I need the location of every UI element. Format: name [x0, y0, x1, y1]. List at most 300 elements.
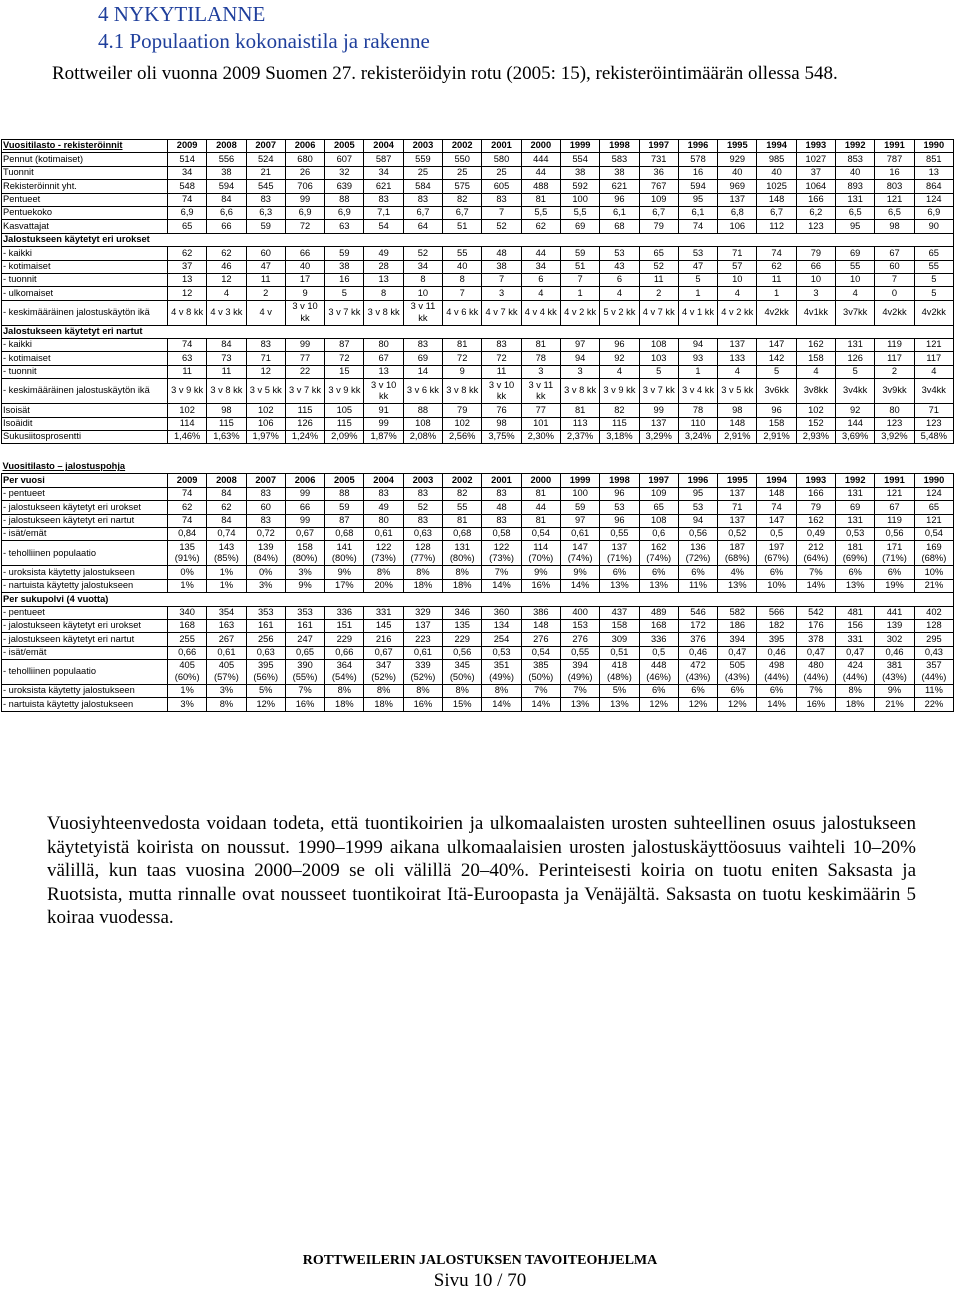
table-cell: 14%	[482, 698, 521, 711]
table-row	[2, 166, 954, 179]
year-header: 2001	[482, 140, 521, 153]
table-row	[2, 153, 954, 166]
table-cell: 6%	[718, 685, 757, 698]
row-label: - keskimääräinen jalostuskäytön ikä	[2, 300, 168, 325]
table-cell: 0,49	[796, 527, 835, 540]
footer-title: ROTTWEILERIN JALOSTUKSEN TAVOITEOHJELMA	[302, 1253, 658, 1268]
table-cell: 331	[364, 606, 403, 619]
table-row	[2, 431, 954, 444]
table-cell: 3 v 4 kk	[678, 379, 717, 404]
table-cell: 87	[325, 339, 364, 352]
table-cell: 0,46	[678, 646, 717, 659]
table-cell: 498 (44%)	[757, 660, 796, 685]
table-cell: 92	[600, 352, 639, 365]
table-cell: 8%	[443, 566, 482, 579]
table-cell: 3,29%	[639, 431, 678, 444]
table-cell: 331	[836, 633, 875, 646]
table-cell: 5%	[600, 685, 639, 698]
table-cell: 405 (57%)	[207, 660, 246, 685]
table-cell: 405 (60%)	[168, 660, 207, 685]
table-cell: 38	[560, 166, 599, 179]
table-cell: 223	[403, 633, 442, 646]
table-cell: 0,54	[914, 527, 954, 540]
table-cell: 69	[836, 501, 875, 514]
table-cell: 145	[364, 619, 403, 632]
table-cell: 929	[718, 153, 757, 166]
table-cell: 51	[443, 220, 482, 233]
subsection-heading: 4.1 Populaation kokonaistila ja rakenne	[98, 29, 430, 53]
table-cell: 345 (50%)	[443, 660, 482, 685]
table-cell: 77	[521, 404, 560, 417]
table-cell: 131	[836, 514, 875, 527]
table-cell: 3 v 7 kk	[639, 379, 678, 404]
table-cell: 5	[325, 287, 364, 300]
table-cell: 381 (43%)	[875, 660, 914, 685]
table-row	[2, 646, 954, 659]
table-row	[2, 633, 954, 646]
table-cell: 472 (43%)	[678, 660, 717, 685]
year-header: 2002	[443, 474, 482, 487]
table-cell: 102	[246, 404, 285, 417]
table-cell: 90	[914, 220, 953, 233]
year-header: 1995	[718, 140, 757, 153]
table-cell: 731	[639, 153, 678, 166]
table-cell: 4	[207, 287, 246, 300]
year-header: 1992	[836, 140, 875, 153]
table-cell: 5	[757, 365, 796, 378]
table-cell: 559	[403, 153, 442, 166]
table-cell: 505 (43%)	[718, 660, 757, 685]
table-cell: 418 (48%)	[600, 660, 639, 685]
row-label: - pentueet	[2, 606, 168, 619]
table-cell: 59	[325, 247, 364, 260]
table-cell: 0,52	[718, 527, 757, 540]
table-cell: 0,61	[560, 527, 599, 540]
table-cell: 336	[325, 606, 364, 619]
table-cell: 4 v 6 kk	[443, 300, 482, 325]
table-cell: 144	[836, 417, 875, 430]
table-row	[2, 339, 954, 352]
row-label: - kotimaiset	[2, 352, 168, 365]
table-cell: 72	[325, 352, 364, 365]
table-cell: 276	[560, 633, 599, 646]
table-cell: 3 v 11 kk	[403, 300, 442, 325]
table-cell: 3 v 9 kk	[600, 379, 639, 404]
table-cell: 80	[364, 514, 403, 527]
table-cell: 489	[639, 606, 678, 619]
table-cell: 12	[168, 287, 207, 300]
year-header: 2005	[325, 474, 364, 487]
year-header: 1990	[914, 474, 954, 487]
year-header: 1997	[639, 474, 678, 487]
table-cell: 0,65	[285, 646, 324, 659]
section-label: Jalostukseen käytetyt eri urokset	[2, 233, 954, 246]
table-cell: 554	[560, 153, 599, 166]
table-cell: 546	[678, 606, 717, 619]
table-cell: 6%	[639, 566, 678, 579]
table-cell: 8%	[482, 685, 521, 698]
table-cell: 97	[560, 514, 599, 527]
table-cell: 46	[207, 260, 246, 273]
table-cell: 0,68	[325, 527, 364, 540]
year-header: 2004	[364, 140, 403, 153]
table-cell: 12%	[718, 698, 757, 711]
table-cell: 229	[325, 633, 364, 646]
table-cell: 4 v 4 kk	[521, 300, 560, 325]
table-cell: 106	[718, 220, 757, 233]
table-cell: 1	[757, 287, 796, 300]
table-cell: 95	[678, 193, 717, 206]
table-cell: 108	[403, 417, 442, 430]
table-cell: 0,53	[836, 527, 875, 540]
table-cell: 5,5	[560, 206, 599, 219]
table-cell: 68	[600, 220, 639, 233]
table-cell: 79	[796, 501, 835, 514]
table-cell: 6,9	[285, 206, 324, 219]
table-cell: 148	[521, 619, 560, 632]
table-cell: 88	[325, 487, 364, 500]
table-cell: 77	[285, 352, 324, 365]
section-row	[2, 593, 954, 606]
table-cell: 550	[443, 153, 482, 166]
row-label: Pentuekoko	[2, 206, 168, 219]
table-cell: 6%	[678, 685, 717, 698]
table-row	[2, 417, 954, 430]
table-cell: 137	[718, 487, 757, 500]
table-cell: 351 (49%)	[482, 660, 521, 685]
table-cell: 55	[443, 247, 482, 260]
table-cell: 9%	[521, 566, 560, 579]
table-cell: 18%	[403, 579, 442, 592]
table-cell: 4	[796, 365, 835, 378]
table-cell: 60	[246, 247, 285, 260]
header-label: Per vuosi	[2, 474, 168, 487]
table-cell: 137	[403, 619, 442, 632]
table-cell: 488	[521, 180, 560, 193]
table-cell: 105	[325, 404, 364, 417]
page-total: 70	[507, 1270, 527, 1291]
table-row	[2, 619, 954, 632]
table-cell: 400	[560, 606, 599, 619]
table-cell: 99	[364, 417, 403, 430]
table-cell: 74	[678, 220, 717, 233]
table-cell: 444	[521, 153, 560, 166]
table-cell: 0,61	[403, 646, 442, 659]
table-cell: 7%	[285, 685, 324, 698]
table-row	[2, 487, 954, 500]
table-cell: 10%	[914, 566, 954, 579]
table-cell: 6,6	[207, 206, 246, 219]
year-header: 2004	[364, 474, 403, 487]
table-cell: 93	[678, 352, 717, 365]
table-cell: 2,91%	[757, 431, 796, 444]
table-cell: 110	[678, 417, 717, 430]
table-cell: 548	[168, 180, 207, 193]
table-cell: 803	[875, 180, 914, 193]
table-cell: 255	[168, 633, 207, 646]
table-cell: 62	[757, 260, 796, 273]
table-cell: 424 (44%)	[836, 660, 875, 685]
table-cell: 6,5	[836, 206, 875, 219]
table-cell: 3 v 11 kk	[521, 379, 560, 404]
table-cell: 583	[600, 153, 639, 166]
table-cell: 71	[914, 404, 953, 417]
table-cell: 7%	[521, 685, 560, 698]
table-cell: 163	[207, 619, 246, 632]
table-cell: 186	[718, 619, 757, 632]
table-cell: 156	[836, 619, 875, 632]
table-row	[2, 660, 954, 685]
table-cell: 10	[836, 273, 875, 286]
table-cell: 65	[639, 247, 678, 260]
table-cell: 80	[364, 339, 403, 352]
row-label: - isät/emät	[2, 646, 168, 659]
table-cell: 3,75%	[482, 431, 521, 444]
section-label: Per sukupolvi (4 vuotta)	[2, 593, 954, 606]
table-cell: 48	[482, 247, 521, 260]
table-cell: 16%	[521, 579, 560, 592]
year-header: 2003	[403, 474, 442, 487]
table-cell: 3%	[207, 685, 246, 698]
year-header: 1996	[678, 140, 717, 153]
table-cell: 4	[600, 287, 639, 300]
table-cell: 3v7kk	[836, 300, 875, 325]
table-cell: 13%	[836, 579, 875, 592]
table-cell: 13	[168, 273, 207, 286]
table-cell: 94	[678, 514, 717, 527]
table-cell: 6,1	[600, 206, 639, 219]
year-header: 2006	[285, 474, 324, 487]
table-cell: 3 v 10 kk	[482, 379, 521, 404]
table-cell: 18%	[836, 698, 875, 711]
table-cell: 83	[482, 514, 521, 527]
table-cell: 3%	[168, 698, 207, 711]
table-row	[2, 579, 954, 592]
table-cell: 60	[246, 501, 285, 514]
table-cell: 137	[639, 417, 678, 430]
table-cell: 98	[718, 404, 757, 417]
table-row	[2, 365, 954, 378]
table-cell: 40	[285, 260, 324, 273]
table-cell: 1025	[757, 180, 796, 193]
table-cell: 2,30%	[521, 431, 560, 444]
table-cell: 13%	[600, 698, 639, 711]
table-cell: 53	[600, 501, 639, 514]
table-cell: 34	[364, 166, 403, 179]
table-cell: 4	[836, 287, 875, 300]
table-cell: 55	[914, 260, 953, 273]
table-cell: 9%	[560, 566, 599, 579]
table-cell: 0,47	[718, 646, 757, 659]
table-cell: 5%	[246, 685, 285, 698]
table-cell: 62	[207, 501, 246, 514]
table-cell: 74	[168, 487, 207, 500]
table-cell: 67	[875, 501, 914, 514]
table-cell: 81	[521, 514, 560, 527]
table-cell: 25	[482, 166, 521, 179]
table-cell: 66	[796, 260, 835, 273]
table-cell: 3 v 9 kk	[168, 379, 207, 404]
table-cell: 15%	[443, 698, 482, 711]
page-current: 10	[473, 1270, 493, 1291]
table-cell: 83	[364, 487, 403, 500]
table-cell: 8%	[364, 566, 403, 579]
table-cell: 5	[914, 287, 953, 300]
table-cell: 4 v 2 kk	[560, 300, 599, 325]
table-cell: 44	[521, 247, 560, 260]
table-cell: 1,46%	[168, 431, 207, 444]
table-cell: 52	[482, 220, 521, 233]
table-cell: 6,8	[718, 206, 757, 219]
table-cell: 158	[757, 417, 796, 430]
table-cell: 3 v 7 kk	[325, 300, 364, 325]
table-row	[2, 379, 954, 404]
table-cell: 137	[718, 514, 757, 527]
table-cell: 3 v 6 kk	[403, 379, 442, 404]
table-cell: 117	[875, 352, 914, 365]
table-cell: 582	[718, 606, 757, 619]
table-cell: 1%	[168, 685, 207, 698]
table-cell: 16%	[285, 698, 324, 711]
table-cell: 87	[325, 514, 364, 527]
table-cell: 12%	[246, 698, 285, 711]
table-cell: 6	[600, 273, 639, 286]
header-row	[2, 140, 954, 153]
table-cell: 13	[364, 365, 403, 378]
row-label: - kotimaiset	[2, 260, 168, 273]
table-cell: 853	[836, 153, 875, 166]
table-cell: 197 (67%)	[757, 541, 796, 566]
table-cell: 119	[875, 514, 914, 527]
table-cell: 54	[364, 220, 403, 233]
table-cell: 34	[403, 260, 442, 273]
row-label: - jalostukseen käytetyt eri nartut	[2, 514, 168, 527]
table-cell: 6,5	[875, 206, 914, 219]
table-cell: 92	[836, 404, 875, 417]
table-cell: 16	[325, 273, 364, 286]
table-cell: 864	[914, 180, 953, 193]
table-cell: 594	[207, 180, 246, 193]
table-cell: 96	[757, 404, 796, 417]
table-cell: 79	[639, 220, 678, 233]
table-cell: 44	[521, 166, 560, 179]
table-cell: 10	[796, 273, 835, 286]
row-label: - teholliinen populaatio	[2, 660, 168, 685]
year-header: 2000	[521, 140, 560, 153]
table-cell: 74	[168, 193, 207, 206]
table-cell: 594	[678, 180, 717, 193]
table-cell: 4 v 1 kk	[678, 300, 717, 325]
table-cell: 14%	[796, 579, 835, 592]
table-cell: 81	[521, 339, 560, 352]
table-cell: 94	[678, 339, 717, 352]
table-cell: 0,61	[207, 646, 246, 659]
table-cell: 0	[875, 287, 914, 300]
table-cell: 11	[246, 273, 285, 286]
table-cell: 5,5	[521, 206, 560, 219]
table-cell: 4 v 8 kk	[168, 300, 207, 325]
table-cell: 99	[639, 404, 678, 417]
table-cell: 5	[914, 273, 953, 286]
year-header: 2009	[168, 140, 207, 153]
table-cell: 121	[914, 339, 953, 352]
table-cell: 67	[875, 247, 914, 260]
table-cell: 72	[482, 352, 521, 365]
row-label: Pentueet	[2, 193, 168, 206]
table-cell: 3	[796, 287, 835, 300]
table-cell: 99	[285, 514, 324, 527]
table-cell: 448 (46%)	[639, 660, 678, 685]
table-cell: 1,97%	[246, 431, 285, 444]
table-cell: 378	[796, 633, 835, 646]
year-header: 1993	[796, 140, 835, 153]
table-cell: 0,55	[560, 646, 599, 659]
table-cell: 680	[285, 153, 324, 166]
table-cell: 0,46	[875, 646, 914, 659]
table-cell: 8	[403, 273, 442, 286]
table-cell: 55	[443, 501, 482, 514]
year-header: 1998	[600, 140, 639, 153]
table-cell: 66	[285, 501, 324, 514]
row-label: - uroksista käytetty jalostukseen	[2, 685, 168, 698]
table-cell: 0,53	[482, 646, 521, 659]
year-header: 2003	[403, 140, 442, 153]
table-row	[2, 352, 954, 365]
table-cell: 84	[207, 193, 246, 206]
table-cell: 15	[325, 365, 364, 378]
table-cell: 6,7	[443, 206, 482, 219]
table-cell: 62	[168, 247, 207, 260]
table-cell: 74	[757, 501, 796, 514]
table-cell: 65	[639, 501, 678, 514]
table-cell: 339 (52%)	[403, 660, 442, 685]
table-cell: 1%	[168, 579, 207, 592]
table-cell: 5	[836, 365, 875, 378]
table-cell: 267	[207, 633, 246, 646]
table-cell: 3 v 8 kk	[207, 379, 246, 404]
table-cell: 639	[325, 180, 364, 193]
table-cell: 59	[560, 501, 599, 514]
table-cell: 136 (72%)	[678, 541, 717, 566]
table-row	[2, 685, 954, 698]
table-cell: 0%	[246, 566, 285, 579]
table-cell: 346	[443, 606, 482, 619]
table-cell: 63	[168, 352, 207, 365]
table-cell: 40	[836, 166, 875, 179]
table-cell: 3 v 9 kk	[325, 379, 364, 404]
table-cell: 78	[521, 352, 560, 365]
table-cell: 0,68	[443, 527, 482, 540]
table-cell: 247	[285, 633, 324, 646]
table-cell: 3 v 8 kk	[560, 379, 599, 404]
table-cell: 340	[168, 606, 207, 619]
table-cell: 605	[482, 180, 521, 193]
table-cell: 0,61	[364, 527, 403, 540]
table-cell: 38	[600, 166, 639, 179]
table-cell: 0,43	[914, 646, 954, 659]
table-cell: 11	[207, 365, 246, 378]
table-cell: 395	[757, 633, 796, 646]
table-cell: 17%	[325, 579, 364, 592]
table-cell: 72	[285, 220, 324, 233]
table-row	[2, 300, 954, 325]
row-label: - pentueet	[2, 487, 168, 500]
table-cell: 99	[285, 339, 324, 352]
table-cell: 108	[639, 514, 678, 527]
table-cell: 7	[482, 206, 521, 219]
table-cell: 97	[560, 339, 599, 352]
table-cell: 139	[875, 619, 914, 632]
